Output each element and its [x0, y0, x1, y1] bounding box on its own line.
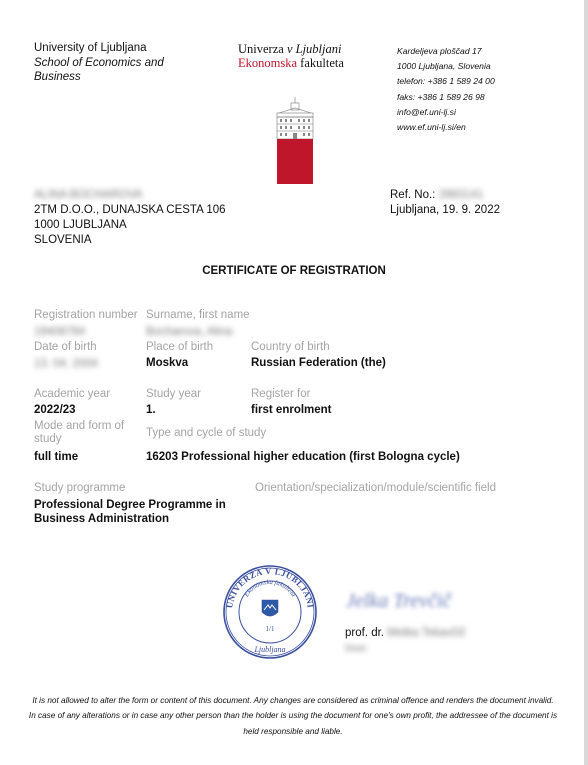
register-for-value: first enrolment [251, 404, 332, 416]
ref-number: 2883141 [438, 189, 484, 201]
contact-city: 1000 Ljubljana, Slovenia [397, 61, 491, 72]
contact-block [397, 44, 495, 135]
mode-label [34, 420, 124, 446]
contact-street: Kardeljeva ploščad 17 [397, 46, 482, 56]
logo-univerza: Univerza [238, 42, 287, 56]
stamp-top-text: UNIVERZA V LJUBLJANI [224, 565, 316, 609]
addressee-line1: 2TM D.O.O., DUNAJSKA CESTA 106 [34, 204, 226, 216]
page-edge [584, 0, 588, 765]
pob-value: Moskva [146, 357, 189, 369]
official-stamp-icon [220, 560, 320, 668]
university-block [34, 41, 164, 85]
surname-value: Bocharova, Alina [146, 326, 233, 338]
svg-text:Ekonomska fakulteta [243, 579, 297, 599]
university-logo-text [238, 42, 344, 70]
orientation-label: Orientation/specialization/module/scientific field [255, 482, 496, 494]
stamp-number: 1/1 [265, 625, 275, 633]
registration-number-label: Registration number [34, 309, 138, 321]
stamp-inner-text: Ekonomska fakulteta [243, 578, 297, 599]
reference-block [390, 188, 500, 218]
academic-year-label: Academic year [34, 388, 111, 400]
type-cycle-label: Type and cycle of study [146, 427, 267, 439]
programme-value-line1: Professional Degree Programme in [34, 499, 226, 511]
registration-number-value: 19408784 [34, 326, 86, 338]
study-year-label: Study year [146, 388, 201, 400]
pob-label: Place of birth [146, 341, 214, 353]
addressee-line3: SLOVENIA [34, 234, 92, 246]
signatory-name: Metka Tekavčič [387, 627, 466, 639]
addressee-block [34, 188, 226, 248]
logo-fakulteta: fakulteta [297, 56, 344, 70]
register-for-label: Register for [251, 388, 311, 400]
logo-ekonomska: Ekonomska [238, 56, 298, 70]
addressee-line2: 1000 LJUBLJANA [34, 219, 127, 231]
academic-year-value: 2022/23 [34, 404, 76, 416]
dob-label: Date of birth [34, 341, 97, 353]
addressee-name: ALINA BOCHAROVA [34, 189, 143, 201]
mode-value: full time [34, 451, 79, 463]
signatory-title [345, 627, 466, 639]
type-cycle-value: 16203 Professional higher education (first Bologna cycle) [146, 451, 460, 463]
study-year-value: 1. [146, 404, 156, 416]
contact-phone: telefon: +386 1 589 24 00 [397, 76, 495, 87]
contact-email: info@ef.uni-lj.si [397, 106, 456, 117]
signatory-role: Dean [345, 643, 367, 653]
mode-label-line1: Mode and form of [34, 420, 125, 432]
dob-value: 13. 04. 2004 [34, 358, 98, 370]
ref-label: Ref. No.: [390, 189, 439, 201]
cob-label: Country of birth [251, 341, 330, 353]
programme-value [34, 498, 226, 526]
signatory-prefix: prof. dr. [345, 627, 388, 639]
stamp-bottom-text: Ljubljana [254, 645, 286, 654]
university-building-logo-icon [275, 97, 315, 185]
programme-label: Study programme [34, 482, 126, 494]
programme-value-line2: Business Administration [34, 513, 170, 525]
school-name-line1: School of Economics and [34, 56, 164, 69]
cob-value: Russian Federation (the) [251, 357, 386, 369]
logo-v-ljubljani: v Ljubljani [286, 42, 342, 56]
surname-label: Surname, first name [146, 309, 250, 321]
document-title: CERTIFICATE OF REGISTRATION [202, 265, 386, 277]
school-name-line2: Business [34, 71, 81, 83]
signature-icon [344, 585, 494, 615]
contact-web: www.ef.uni-lj.si/en [397, 122, 466, 133]
mode-label-line2: study [34, 433, 62, 445]
legal-notice: It is not allowed to alter the form or content of this document. Any changes are considered as criminal offence and renders the document invalid. In case of any alterations or in case any other person than the holder is using the document for one's own profit, the addressee of the document is held responsible and liable. [28, 696, 558, 736]
signature-text: Jelka Trevčič [346, 590, 452, 612]
contact-fax: faks: +386 1 589 26 98 [397, 91, 485, 102]
university-name: University of Ljubljana [34, 42, 147, 54]
ref-place-date: Ljubljana, 19. 9. 2022 [390, 204, 500, 216]
